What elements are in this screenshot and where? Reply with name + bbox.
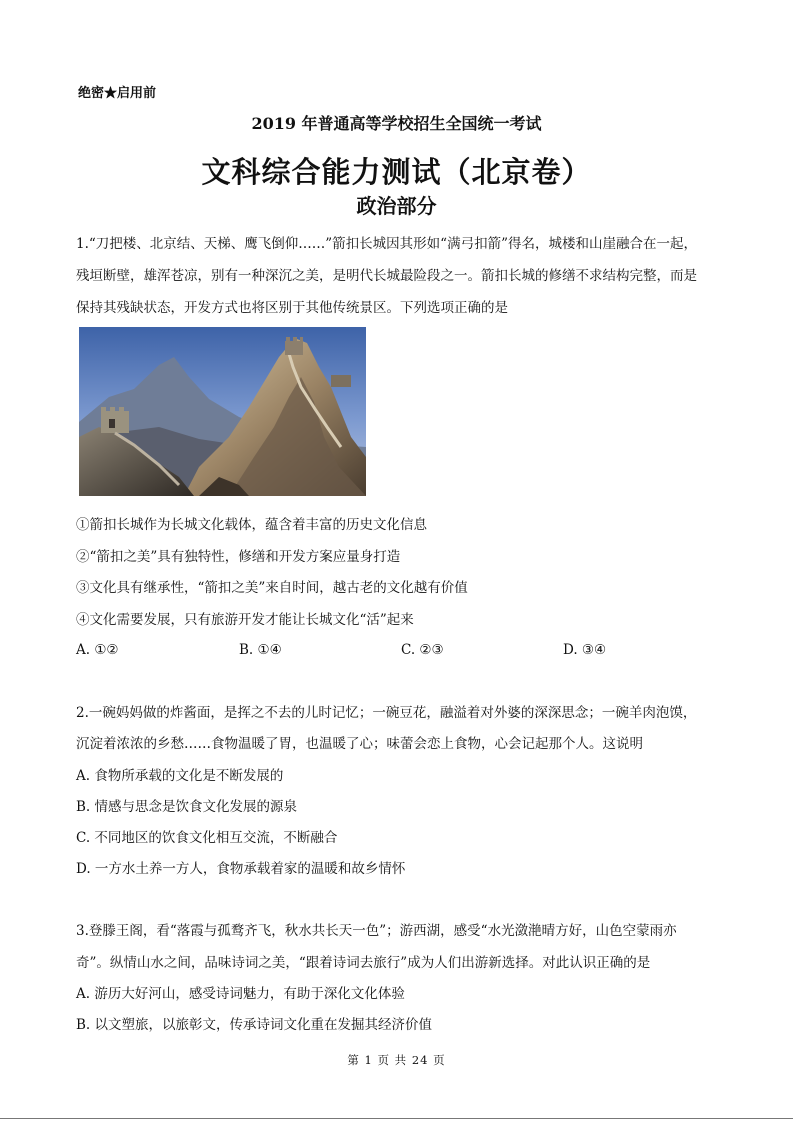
q1-statement: ①箭扣长城作为长城文化载体，蕴含着丰富的历史文化信息 (76, 517, 427, 533)
q3-option-a: A. 游历大好河山，感受诗词魅力，有助于深化文化体验 (76, 986, 405, 1002)
q1-stem-line: 1.“刀把楼、北京结、天梯、鹰飞倒仰……”箭扣长城因其形如“满弓扣箭”得名，城楼和山崖融合在一起， (76, 236, 697, 252)
sub-title: 政治部分 (356, 194, 437, 218)
q1-option-d: D. ③④ (563, 642, 607, 658)
q2-option-c: C. 不同地区的饮食文化相互交流，不断融合 (76, 830, 338, 846)
bottom-divider (0, 1118, 793, 1119)
great-wall-photo (79, 327, 366, 496)
q3-option-b: B. 以文塑旅，以旅彰文，传承诗词文化重在发掘其经济价值 (76, 1017, 433, 1033)
q1-option-a: A. ①② (76, 642, 119, 658)
q2-option-b: B. 情感与思念是饮食文化发展的源泉 (76, 799, 298, 815)
q2-option-a: A. 食物所承载的文化是不断发展的 (76, 768, 284, 784)
q2-stem-line: 2.一碗妈妈做的炸酱面，是挥之不去的儿时记忆；一碗豆花，融溢着对外婆的深深思念；一碗羊肉泡馍， (76, 705, 697, 721)
q2-option-d: D. 一方水土养一方人，食物承载着家的温暖和故乡情怀 (76, 861, 406, 877)
q3-stem-line: 奇”。纵情山水之间，品味诗词之美，“跟着诗词去旅行”成为人们出游新选择。对此认识正确的是 (76, 955, 651, 971)
q1-option-c: C. ②③ (401, 642, 444, 658)
q1-option-b: B. ①④ (239, 642, 282, 658)
exam-title: 2019 年普通高等学校招生全国统一考试 (251, 114, 542, 133)
q2-stem-line: 沉淀着浓浓的乡愁……食物温暖了胃，也温暖了心；味蕾会恋上食物，心会记起那个人。这说明 (76, 736, 643, 752)
q3-stem-line: 3.登滕王阁，看“落霞与孤鹜齐飞，秋水共长天一色”；游西湖，感受“水光潋滟晴方好，山色空蒙雨亦 (76, 923, 677, 939)
main-title: 文科综合能力测试（北京卷） (201, 155, 592, 189)
q1-stem-line: 残垣断壁，雄浑苍凉，别有一种深沉之美，是明代长城最险段之一。箭扣长城的修缮不求结构完整，而是 (76, 268, 697, 284)
q1-statement: ④文化需要发展，只有旅游开发才能让长城文化“活”起来 (76, 612, 414, 628)
confidential-label: 绝密★启用前 (78, 86, 157, 101)
page-footer: 第 1 页 共 24 页 (347, 1053, 446, 1067)
q1-statement: ③文化具有继承性，“箭扣之美”来自时间，越古老的文化越有价值 (76, 580, 468, 596)
q1-statement: ②“箭扣之美”具有独特性，修缮和开发方案应量身打造 (76, 549, 401, 565)
q1-stem-line: 保持其残缺状态，开发方式也将区别于其他传统景区。下列选项正确的是 (76, 300, 508, 316)
